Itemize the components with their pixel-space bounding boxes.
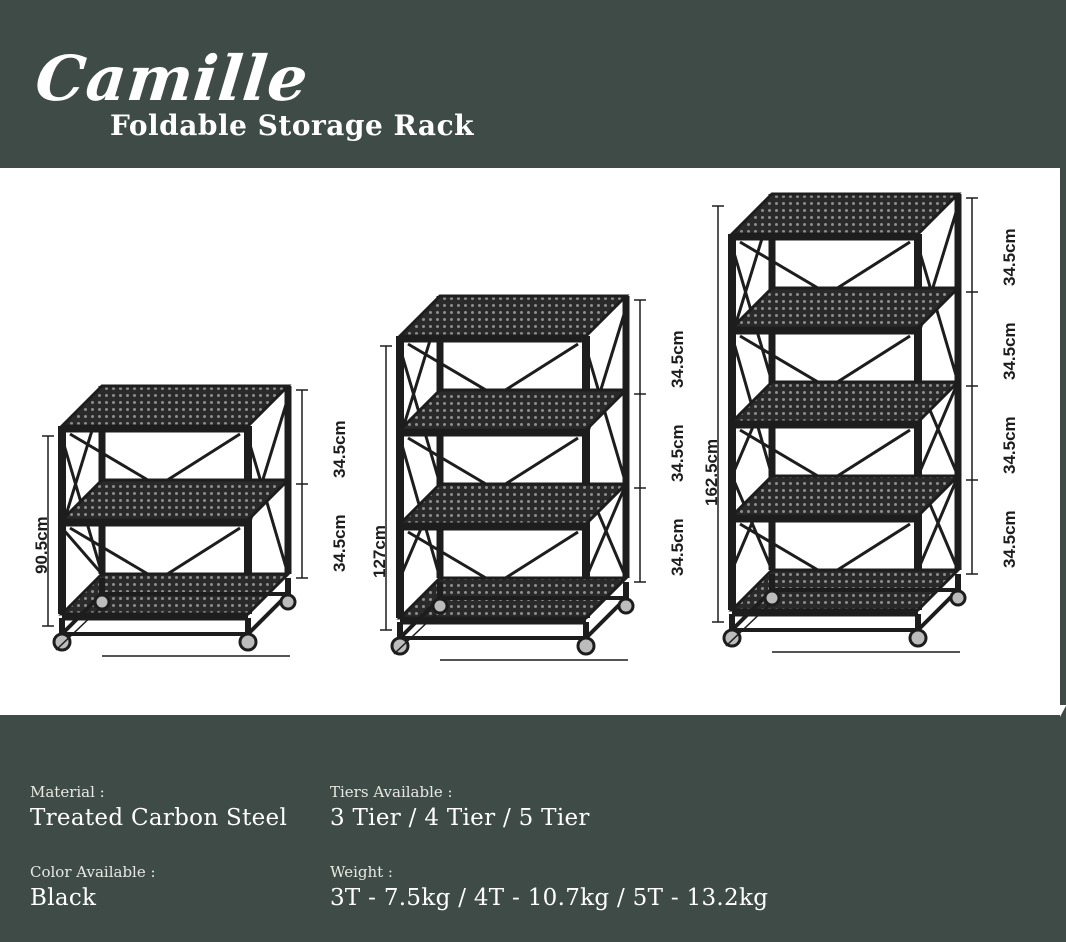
spec-weight-label: Weight :: [330, 863, 393, 881]
rack-4-tier: [370, 288, 687, 668]
dim-5tier-gap-3: 34.5cm: [1000, 416, 1019, 474]
product-title: Foldable Storage Rack: [110, 109, 475, 142]
diagram-panel: [0, 168, 1060, 715]
dim-5tier-gap-4: 34.5cm: [1000, 510, 1019, 568]
rack-3-tier: [32, 378, 349, 668]
header-banner: [0, 0, 1060, 168]
dim-4tier-total-height: 127cm: [370, 525, 389, 578]
brand-name: Camille: [32, 42, 313, 115]
rack-4-tier-drawing: [378, 288, 668, 668]
rack-5-tier-drawing: [710, 186, 1010, 661]
rack-3-tier-drawing: [40, 378, 320, 668]
spec-color-label: Color Available :: [30, 863, 156, 881]
dim-4tier-gap-2: 34.5cm: [668, 424, 687, 482]
spec-material: [30, 783, 287, 831]
spec-weight-value: 3T - 7.5kg / 4T - 10.7kg / 5T - 13.2kg: [330, 885, 769, 911]
dim-3tier-gap-1: 34.5cm: [330, 420, 349, 478]
spec-weight: [330, 863, 768, 911]
dim-3tier-gap-2: 34.5cm: [330, 514, 349, 572]
dim-3tier-total-height: 90.5cm: [32, 516, 51, 574]
spec-footer: [0, 715, 1060, 942]
spec-color: [30, 863, 156, 911]
spec-tiers-label: Tiers Available :: [330, 783, 453, 801]
dim-5tier-total-height: 162.5cm: [702, 438, 721, 506]
dim-4tier-gap-3: 34.5cm: [668, 518, 687, 576]
spec-material-value: Treated Carbon Steel: [30, 805, 288, 831]
dim-4tier-gap-1: 34.5cm: [668, 330, 687, 388]
spec-tiers-value: 3 Tier / 4 Tier / 5 Tier: [330, 805, 590, 831]
dim-5tier-gap-2: 34.5cm: [1000, 322, 1019, 380]
rack-5-tier: [702, 186, 1019, 661]
spec-tiers: [330, 783, 590, 831]
spec-color-value: Black: [30, 885, 97, 911]
spec-material-label: Material :: [30, 783, 105, 801]
dim-5tier-gap-1: 34.5cm: [1000, 228, 1019, 286]
